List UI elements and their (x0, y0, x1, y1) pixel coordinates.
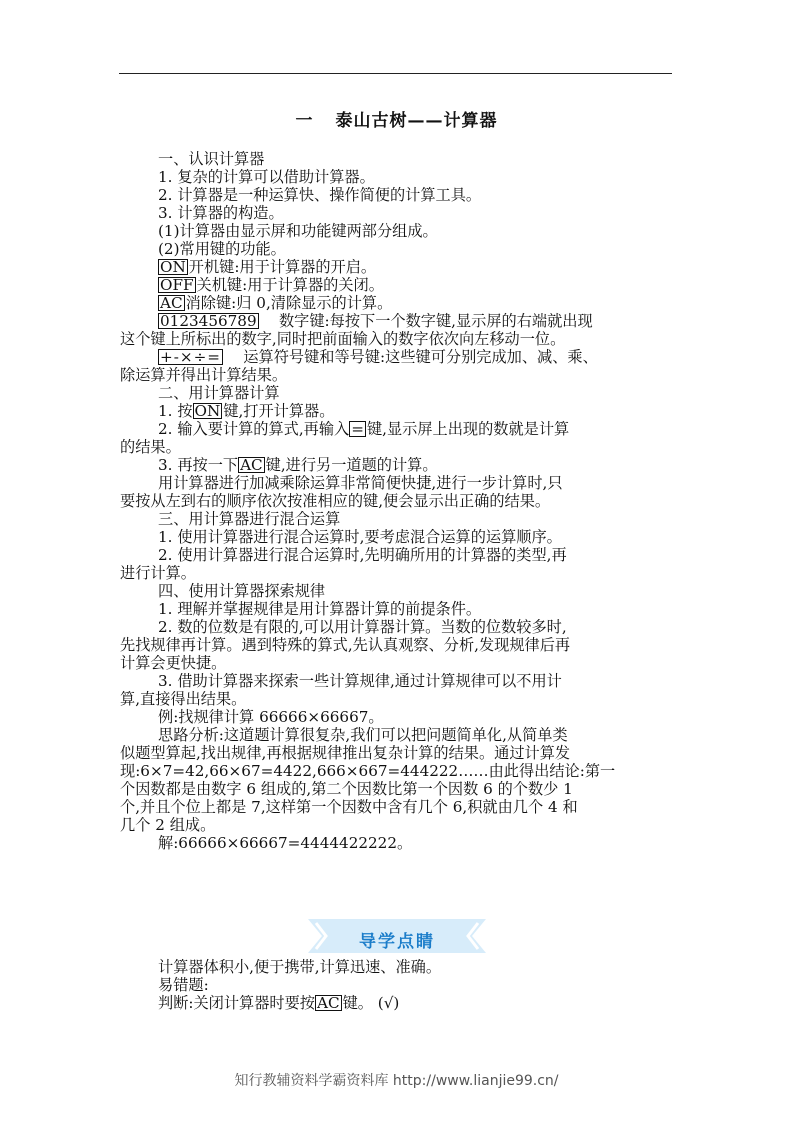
ac-key: AC (317, 994, 340, 1012)
paragraph: 1. 使用计算器进行混合运算时,要考虑混合运算的运算顺序。 (158, 528, 562, 546)
guide-summary: 计算器体积小,便于携带,计算迅速、准确。 (158, 958, 442, 976)
paragraph: 除运算并得出计算结果。 (120, 366, 288, 384)
analysis-line: 几个 2 组成。 (120, 816, 216, 834)
ac-key: AC (240, 456, 263, 474)
chapter-title: 泰山古树——计算器 (335, 111, 498, 131)
paragraph: 3. 计算器的构造。 (158, 204, 284, 222)
paragraph: 用计算器进行加减乘除运算非常简便快捷,进行一步计算时,只 (158, 474, 563, 492)
paragraph: 算,直接得出结果。 (120, 690, 247, 708)
solution: 解:66666×66667=4444422222。 (158, 834, 413, 852)
main-content (120, 150, 673, 852)
analysis-line: 现:6×7=42,66×67=4422,666×667=444222……由此得出结论:第一 (120, 762, 616, 780)
equals-key: = (351, 420, 364, 438)
paragraph: 2. 计算器是一种运算快、操作简便的计算工具。 (158, 186, 482, 204)
on-key: ON (194, 402, 221, 420)
key-line-ac: AC 消除键:归 0,清除显示的计算。 (160, 294, 393, 312)
page-title (0, 106, 793, 131)
analysis-line: 个因数都是由数字 6 组成的,第二个因数比第一个因数 6 的个数少 1 (120, 780, 573, 798)
example: 例:找规律计算 66666×66667。 (158, 708, 384, 726)
analysis-line: 个,并且个位上都是 7,这样第一个因数中含有几个 6,积就由几个 4 和 (120, 798, 578, 816)
paragraph: 进行计算。 (120, 564, 196, 582)
paragraph: 要按从左到右的顺序依次按准相应的键,便会显示出正确的结果。 (120, 492, 551, 510)
paragraph: 1. 理解并掌握规律是用计算器计算的前提条件。 (158, 600, 482, 618)
key-line-off: OFF 关机键:用于计算器的关闭。 (160, 276, 384, 294)
key-line-number: 0123456789 数字键:每按下一个数字键,显示屏的右端就出现 (160, 312, 593, 330)
section-heading: 四、使用计算器探索规律 (158, 582, 326, 600)
paragraph: 计算会更快捷。 (120, 654, 227, 672)
analysis-line: 似题型算起,找出规律,再根据规律推出复杂计算的结果。通过计算发 (120, 744, 571, 762)
paragraph: 2. 输入要计算的算式,再输入 = 键,显示屏上出现的数就是计算 (158, 420, 570, 438)
paragraph: 1. 复杂的计算可以借助计算器。 (158, 168, 375, 186)
paragraph: 3. 借助计算器来探索一些计算规律,通过计算规律可以不用计 (158, 672, 562, 690)
key-line-operators: +-×÷= 运算符号键和等号键:这些键可分别完成加、减、乘、 (160, 348, 598, 366)
operator-keys: +-×÷= (160, 348, 222, 366)
paragraph: (2)常用键的功能。 (158, 240, 286, 258)
paragraph: 2. 使用计算器进行混合运算时,先明确所用的计算器的类型,再 (158, 546, 567, 564)
on-key: ON (160, 258, 186, 276)
section-heading: 二、用计算器计算 (158, 384, 280, 402)
section-heading: 一、认识计算器 (158, 150, 265, 168)
guide-content (158, 958, 673, 1012)
off-key: OFF (160, 276, 194, 294)
paragraph: 1. 按 ON 键,打开计算器。 (158, 402, 335, 420)
footer-watermark: 知行教辅资料学霸资料库 http://www.lianjie99.cn/ (234, 1073, 559, 1089)
key-line-on: ON 开机键:用于计算器的开启。 (160, 258, 377, 276)
guide-judgement: 判断:关闭计算器时要按 AC 键。 (√) (158, 994, 400, 1012)
paragraph: 3. 再按一下 AC 键,进行另一道题的计算。 (158, 456, 438, 474)
paragraph: 先找规律再计算。遇到特殊的算式,先认真观察、分析,发现规律后再 (120, 636, 571, 654)
ac-key: AC (160, 294, 183, 312)
header-rule (119, 73, 672, 74)
guide-error-label: 易错题: (158, 976, 209, 994)
paragraph: 的结果。 (120, 438, 181, 456)
section-heading: 三、用计算器进行混合运算 (158, 510, 341, 528)
banner-title: 导学点睛 (359, 932, 435, 952)
paragraph: 这个键上所标出的数字,同时把前面输入的数字依次向左移动一位。 (120, 330, 566, 348)
guide-banner (0, 919, 793, 955)
paragraph: 2. 数的位数是有限的,可以用计算器计算。当数的位数较多时, (158, 618, 567, 636)
number-keys: 0123456789 (160, 312, 257, 330)
chapter-number: 一 (295, 111, 314, 131)
paragraph: (1)计算器由显示屏和功能键两部分组成。 (158, 222, 438, 240)
analysis-line: 思路分析:这道题计算很复杂,我们可以把问题简单化,从简单类 (158, 726, 568, 744)
